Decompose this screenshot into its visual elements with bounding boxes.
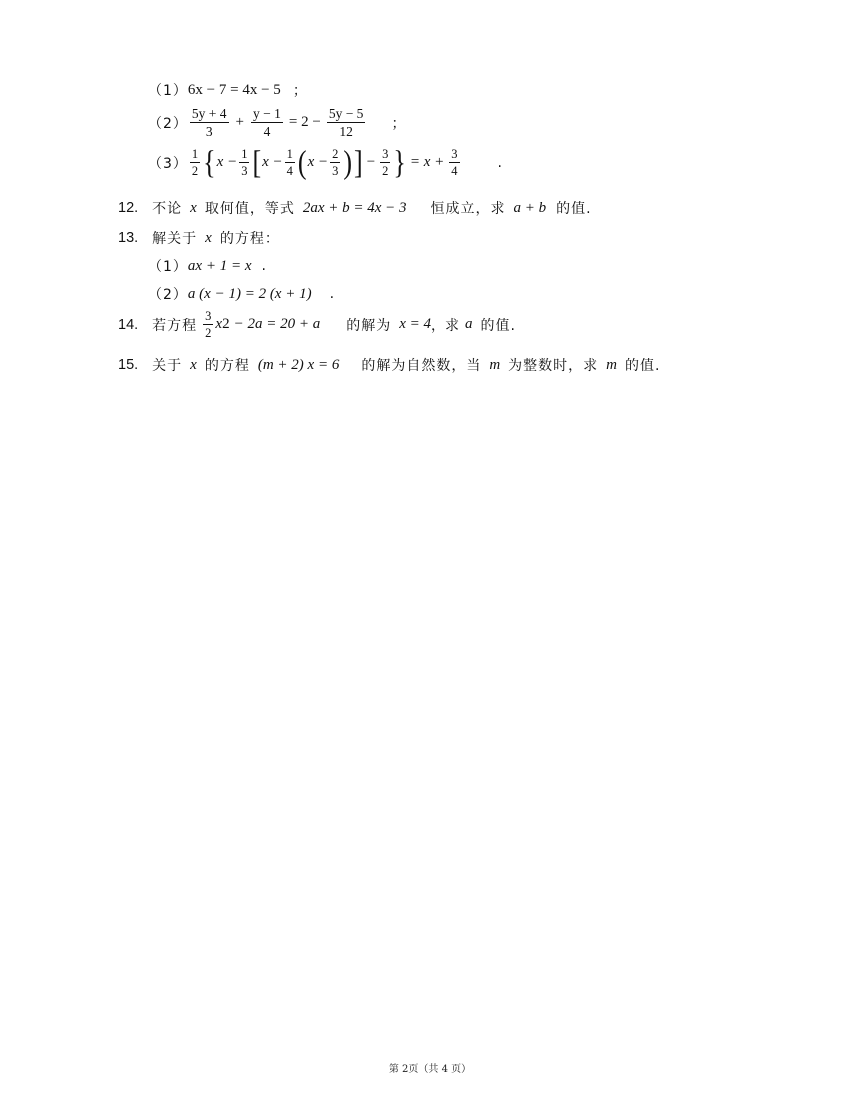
- q13-part2: （2） a (x − 1) = 2 (x + 1) .: [148, 285, 335, 303]
- q11-part2-fraction-3: $\frac{5y - 5}{12}$: [328, 106, 364, 139]
- q14-fraction: $\frac{3}{2}$: [205, 309, 212, 340]
- q11-part3-label: （3）: [148, 155, 188, 172]
- q15-number: 15.: [118, 357, 139, 373]
- q12-number: 12.: [118, 200, 139, 216]
- q13-part1-equation: ax + 1 = x: [187, 257, 252, 274]
- question-13: 13. 解关于 x 的方程：: [118, 229, 280, 247]
- q13-part1: （1） ax + 1 = x .: [148, 257, 266, 275]
- question-15: 15. 关于 x 的方程 (m + 2) x = 6 的解为自然数，当 m 为整数时，求 m 的值.: [118, 356, 661, 374]
- q15-equation: (m + 2) x = 6: [257, 356, 340, 373]
- q11-part2-fraction-1: $\frac{5y + 4}{3}$: [191, 106, 227, 139]
- page-footer: 第 2页（共 4 页）: [388, 1064, 472, 1075]
- q11-part2-label: （2）: [148, 115, 188, 132]
- q14-equation: − 2a = 20 + a: [233, 316, 321, 332]
- q11-part1: [148, 80, 307, 100]
- q11-part2-fraction-2: $\frac{y - 1}{4}$: [253, 106, 281, 139]
- q11-part1-equation: 6x − 7 = 4x − 5: [187, 81, 281, 98]
- question-14: 14. 若方程 $\frac{3}{2}$ x 2 − 2a = 20 + a 的解为 x = 4 ，求 a 的值.: [118, 309, 516, 340]
- q14-number: 14.: [118, 316, 139, 333]
- q11-part2-end: ；: [391, 115, 406, 132]
- q11-part3: （3） $\frac{1}{2}$ { x − $\frac{1}{3}$ [ x − $\frac{1}{4}$ ( x − $\frac{2}{3}$ ) ] − $\frac{3}{2}$ } = x + $\frac{3}{4}$ .: [148, 143, 502, 180]
- q11-part1-label: （1）: [148, 83, 188, 99]
- q13-part2-equation: a (x − 1) = 2 (x + 1): [187, 285, 312, 302]
- question-12: 12. 不论 x 取何值，等式 2ax + b = 4x − 3 恒成立，求 a + b 的值.: [118, 199, 592, 217]
- q11-part2: （2） $\frac{5y + 4}{3}$ + $\frac{y - 1}{4}$ = 2 − $\frac{5y - 5}{12}$ ；: [148, 106, 406, 139]
- q13-number: 13.: [118, 230, 139, 246]
- q11-part3-end: .: [497, 154, 502, 171]
- q11-part1-end: ；: [292, 83, 307, 99]
- q12-equation: 2ax + b = 4x − 3: [302, 199, 407, 216]
